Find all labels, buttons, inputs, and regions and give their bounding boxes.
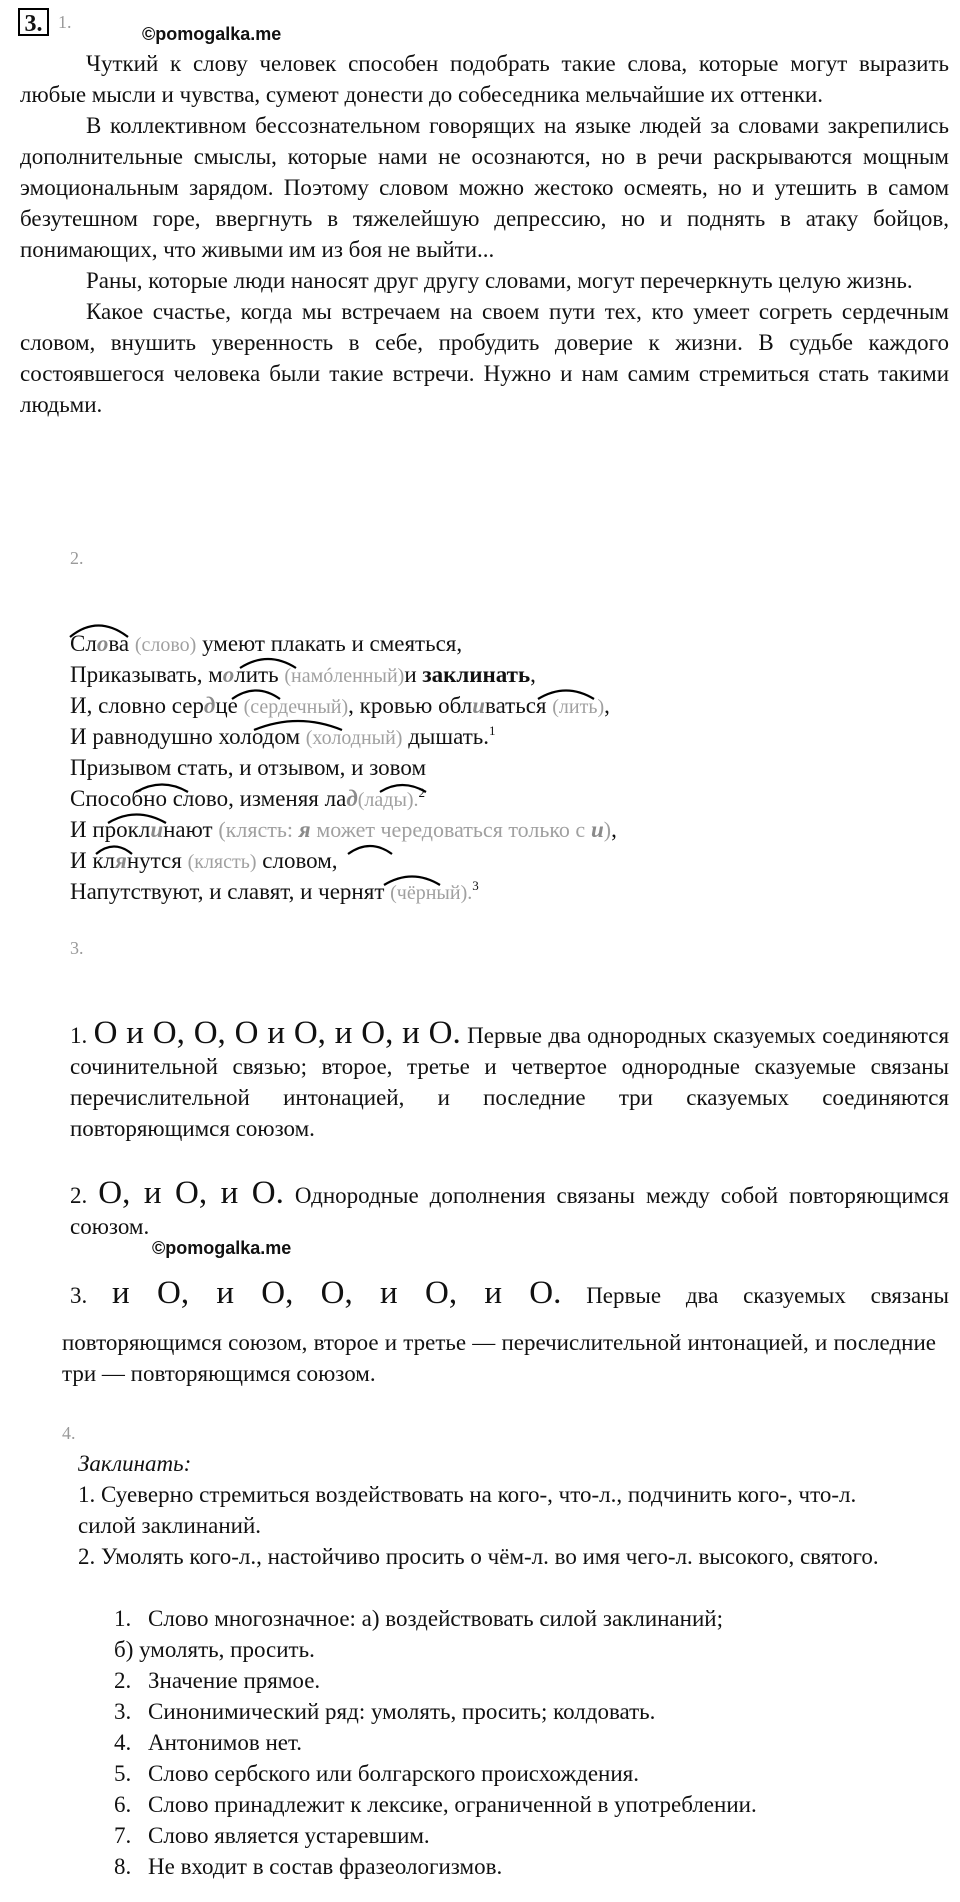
root-letter: и: [150, 817, 164, 842]
root-arc: [384, 877, 440, 886]
paragraph: В коллективном бессознательном говорящих на языке людей за словами закрепились дополнительные смыслы, которые нами не осознаются, но в речи раскрываются мощным эмоциональным зарядом. Поэтому словом можно жестоко осмеять, но и утешить в самом безутешном горе, ввергнуть в тяжелейшую депрессию, но и поднять в атаку бойцов, понимающих, что живыми им из боя не выйти...: [20, 113, 949, 262]
check-word: (холодный): [305, 727, 403, 749]
poem-text: ваться: [485, 693, 547, 718]
paragraph: Раны, которые люди наносят друг другу словами, могут перечеркнуть целую жизнь.: [86, 268, 913, 293]
definition: 2. Умолять кого-л., настойчиво просить о чём-л. во имя чего-л. высокого, святого.: [78, 1544, 879, 1569]
poem-text: ,: [611, 817, 617, 842]
footnote-mark: 1: [489, 723, 496, 738]
headword: Заклинать:: [78, 1451, 192, 1476]
scheme-explanation: Первые два сказуемых связаны: [586, 1283, 950, 1308]
root-letter: я: [298, 817, 311, 842]
check-word: (лить): [552, 696, 605, 718]
scheme-explanation: Первые два однородных сказуемых соединяются сочинительной связью; второе, третье и четвертое однородные сказуемые связаны перечислительной интонацией, и последние три сказуемых соединяются повторяющимся союзом.: [70, 1023, 950, 1141]
task2-number: 2.: [70, 548, 84, 568]
root-letter: д: [203, 693, 216, 718]
root-arc: [538, 691, 594, 700]
item-text: Антонимов нет.: [148, 1730, 303, 1755]
item-number: 7.: [114, 1823, 132, 1848]
item-number: 3.: [70, 1283, 88, 1308]
list-item: [114, 1758, 914, 1789]
check-note: ): [603, 817, 612, 842]
poem-text: Призывом стать, и отзывом, и зовом: [70, 755, 426, 780]
poem-text: и: [404, 662, 417, 687]
item-number: 5.: [114, 1761, 132, 1786]
poem-text: словом,: [262, 848, 338, 873]
paragraph: Какое счастье, когда мы встречаем на своем пути тех, кто умеет согреть сердечным словом, внушить уверенность в себе, пробудить доверие к жизни. В судьбе каждого состоявшегося человека были такие встречи. Нужно и нам самим стремиться стать такими людьми.: [20, 299, 949, 417]
root-letter: и: [472, 693, 486, 718]
scheme: и О, и О, О, и О, и О.: [112, 1275, 562, 1311]
check-word: (лады).: [357, 789, 419, 811]
poem-text: Приказывать, м: [70, 662, 223, 687]
footnote-mark: 3: [472, 878, 479, 893]
poem-text: умеют плакать и смеяться,: [202, 631, 463, 656]
list-item: [114, 1603, 914, 1634]
poem-text: нутся: [126, 848, 182, 873]
scheme: О и О, О, О и О, и О, и О.: [93, 1015, 461, 1051]
scheme: О, и О, и О.: [98, 1175, 284, 1211]
poem-text: ,: [530, 662, 536, 687]
root-arc: [254, 721, 342, 730]
poem-text: Напутствуют, и славят, и чернят: [70, 879, 385, 904]
watermark-top: ©pomogalka.me: [142, 24, 282, 44]
poem-text: це: [215, 693, 238, 718]
definition: 1. Суеверно стремиться воздействовать на кого-, что-л., подчинить кого-, что-л. силой заклинаний.: [78, 1482, 857, 1538]
root-arc: [108, 815, 166, 824]
list-item: [114, 1665, 914, 1696]
item-text: Слово многозначное: а) воздействовать силой заклинаний;: [148, 1606, 723, 1631]
poem-text: Способно слово, изменяя ла: [70, 786, 347, 811]
root-letter: о: [222, 662, 235, 687]
list-item: [114, 1789, 914, 1820]
word-analysis-list: [114, 1603, 914, 1882]
root-letter: и: [590, 817, 604, 842]
scheme-2: [70, 1175, 949, 1242]
footnote-mark: 2: [418, 785, 426, 800]
check-word: (чёрный).: [390, 882, 473, 904]
root-arc: [96, 847, 132, 855]
item-text: Синонимический ряд: умолять, просить; колдовать.: [148, 1699, 656, 1724]
poem-text: И прокл: [70, 817, 151, 842]
item-text: Не входит в состав фразеологизмов.: [148, 1854, 503, 1879]
list-item: [114, 1696, 914, 1727]
list-item: [114, 1634, 914, 1665]
root-arc: [380, 785, 426, 792]
poem-text: лить: [234, 662, 279, 687]
item-number: 2.: [70, 1183, 88, 1208]
root-letter: я: [115, 848, 127, 873]
key-word: заклинать: [422, 662, 531, 687]
poem-text: Сл: [70, 631, 97, 656]
scheme-3: [70, 1275, 950, 1311]
check-word: (сердечный): [243, 696, 349, 718]
exercise-number: 3.: [18, 8, 49, 36]
list-item: [114, 1727, 914, 1758]
scheme-3-continued: повторяющимся союзом, второе и третье — перечислительной интонацией, и последние три — повторяющимся союзом.: [62, 1330, 936, 1386]
poem-text: ,: [604, 693, 610, 718]
check-word: (клясть): [187, 851, 257, 873]
item-text: Слово принадлежит к лексике, ограниченной в употреблении.: [148, 1792, 757, 1817]
root-arc: [136, 785, 188, 793]
item-number: 8.: [114, 1854, 132, 1879]
item-text: Слово сербского или болгарского происхождения.: [148, 1761, 640, 1786]
list-item: [114, 1851, 914, 1882]
item-text: Слово является устаревшим.: [148, 1823, 430, 1848]
paragraph: Чуткий к слову человек способен подобрать такие слова, которые могут выразить любые мысли и чувства, сумеют донести до собеседника мельчайшие их оттенки.: [20, 51, 949, 107]
root-letter: д: [346, 786, 358, 811]
watermark-middle: ©pomogalka.me: [152, 1238, 292, 1258]
item-number: 3.: [114, 1699, 132, 1724]
root-arc: [232, 691, 280, 700]
task1-number: 1.: [58, 12, 72, 32]
item-text: б) умолять, просить.: [114, 1637, 315, 1662]
item-number: 1.: [70, 1023, 88, 1048]
root-arc: [240, 659, 296, 668]
scheme-explanation: Однородные дополнения связаны между собой повторяющимся союзом.: [70, 1183, 949, 1239]
root-arc: [348, 846, 392, 854]
item-number: 1.: [114, 1606, 132, 1631]
poem-text: нают: [163, 817, 213, 842]
root-letter: о: [96, 631, 109, 656]
check-note: может чередоваться только с: [316, 817, 586, 842]
check-word: (клясть:: [218, 817, 293, 842]
poem-text: И кл: [70, 848, 116, 873]
poem-text: ва: [108, 631, 130, 656]
task4-number: 4.: [62, 1423, 76, 1443]
check-word: (намóленный): [284, 665, 405, 687]
poem-text: И, словно сер: [70, 693, 204, 718]
item-text: Значение прямое.: [148, 1668, 321, 1693]
item-number: 2.: [114, 1668, 132, 1693]
item-number: 4.: [114, 1730, 132, 1755]
poem-text: , кровью обл: [348, 693, 473, 718]
poem-text: И равнодушно холодом: [70, 724, 300, 749]
task3-number: 3.: [70, 938, 84, 958]
definitions: [78, 1448, 898, 1572]
check-word: (слово): [134, 634, 197, 656]
scheme-1: [70, 1015, 950, 1144]
poem-text: дышать.: [408, 724, 489, 749]
root-arc: [70, 626, 128, 638]
list-item: [114, 1820, 914, 1851]
item-number: 6.: [114, 1792, 132, 1817]
